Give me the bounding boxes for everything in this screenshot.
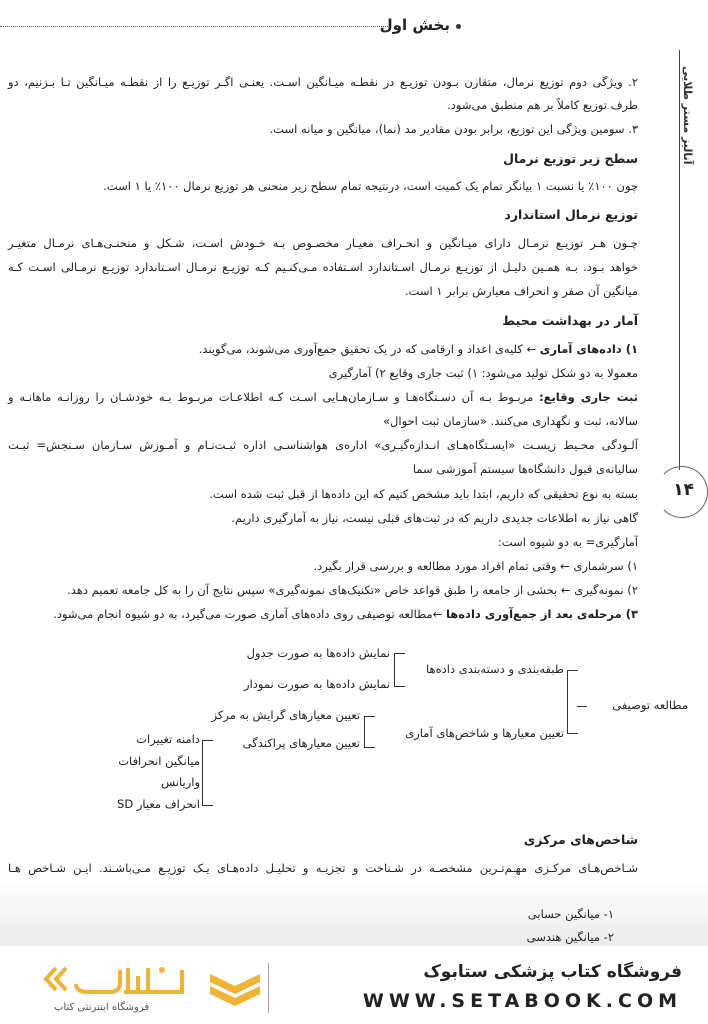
paragraph-line: ۲) نمونه‌گیری ← بخشی از جامعه را طبق قواعد خاص «تکنیک‌های نمونه‌گیری» سپس نتایج آن را به کل جامعه تعمیم دهد. (67, 583, 638, 597)
diagram-connector (577, 706, 587, 707)
diagram-leaf: واریانس (161, 775, 200, 789)
header-rule (0, 26, 390, 27)
diagram-leaf: نمایش داده‌ها به صورت جدول (246, 646, 390, 660)
page-number: ۱۴ (673, 480, 694, 500)
diagram-bracket (202, 740, 213, 806)
paragraph-line: آلـودگی محـیط زیسـت «ایسـتگاه‌هـای انـدازه‌گیـری» اداره‌ی هواشناسـی اداره ثبـت‌نـام و آمـوزش سـازمان سـنجش= ثبـت (8, 438, 638, 452)
header-dot (456, 24, 461, 29)
diagram-leaf: دامنه تغییرات (136, 732, 200, 746)
book-logo-icon (206, 966, 264, 1012)
logo-divider (268, 963, 269, 1013)
paragraph-line: شـاخص‌هـای مرکـزی مهـم‌تـرین مشخصـه در شـناخت و تجزیـه و تحلیـل داده‌هـای یـک توزیـع مـی‌باشـند. ایـن شـاخص هـا (8, 861, 638, 875)
store-name: فروشگاه کتاب پزشکی ستابوک (423, 962, 682, 982)
term: ۳) مرحله‌ی بعد از جمع‌آوری داده‌ها (445, 607, 638, 621)
paragraph-line: ۲. ویژگی دوم توزیع نرمال، متقارن بـودن توزیـع در نقطـه میـانگین اسـت. یعنـی اگـر توزیـع را از نقطـه میـانگین تـا بـزنیم، دو (8, 75, 638, 89)
term: ۱) داده‌های آماری (539, 342, 638, 356)
definition: مربـوط بـه آن دسـتگاه‌هـا و سـازمان‌هـایی اسـت کـه اطلاعـات مربـوط بـه خودشـان را روزانـه ماهانـه و (8, 390, 534, 404)
paragraph-line: معمولا به دو شکل تولید می‌شود: ۱) ثبت جاری وقایع ۲) آمارگیری (328, 366, 638, 380)
setabook-logo-icon (40, 962, 190, 996)
diagram-leaf: نمایش داده‌ها به صورت نمودار (244, 677, 390, 691)
term: ثبت جاری وقایع: (539, 390, 638, 404)
diagram-leaf: میانگین انحرافات (118, 754, 200, 768)
section-heading: توزیع نرمال استاندارد (504, 207, 638, 222)
section-heading: شاخص‌های مرکزی (523, 832, 638, 847)
paragraph-line: خواهد بـود. بـه همـین دلیـل از توزیـع نرمـال اسـتاندارد اسـتفاده مـی‌کنـیم کـه توزیـع نرمـال اسـتاندارد توزیـع نرمـالی اسـت کـه (8, 260, 638, 274)
paragraph-line: میانگین آن صفر و انحراف معیارش برابر ۱ است. (404, 284, 638, 298)
definition: ← کلیه‌ی اعداد و ارقامی که در یک تحقیق جمع‌آوری می‌شوند، می‌گویند. (198, 342, 537, 356)
diagram-leaf: انحراف معیار SD (117, 797, 200, 811)
diagram-bracket (394, 653, 405, 687)
section-heading: آمار در بهداشت محیط (502, 313, 638, 328)
paragraph-line: طرف توزیع کاملاً بر هم منطبق می‌شود. (447, 98, 638, 112)
paragraph-line: سالیانه‌ی قبول دانشگاه‌ها سیستم آموزشی سما (412, 462, 638, 476)
paragraph-line: بسته به نوع تحقیقی که داریم، ابتدا باید مشخص کنیم که این داده‌ها از قبل ثبت شده است. (209, 487, 638, 501)
paragraph-line: ۳. سومین ویژگی این توزیع، برابر بودن مقادیر مد (نما)، میانگین و میانه است. (269, 122, 638, 136)
paragraph-line: سالانه، ثبت و نگهداری می‌کنند. «سازمان ثبت احوال» (382, 414, 638, 428)
logo-tagline: فروشگاه اینترنتی کتاب (54, 1002, 150, 1013)
paragraph-line: چون ۱۰۰٪ یا نسبت ۱ بیانگر تمام یک کمیت است، درنتیجه تمام سطح زیر منحنی هر توزیع نرمال ۱۰۰٪ یا ۱ است. (103, 179, 638, 193)
paragraph-line: ۱) سرشماری ← وقتی تمام افراد مورد مطالعه و بررسی قرار بگیرد. (313, 559, 638, 573)
diagram-branch: تعیین معیارها و شاخص‌های آماری (405, 726, 564, 740)
diagram-leaf: تعیین معیارهای گرایش به مرکز (211, 708, 360, 722)
diagram-root: مطالعه توصیفی (612, 698, 688, 712)
side-label: آنالیز مستر طلایی (681, 66, 694, 165)
list-item: ۱- میانگین حسابی (527, 907, 614, 921)
diagram-branch: طبقه‌بندی و دسته‌بندی داده‌ها (426, 662, 564, 676)
section-heading: سطح زیر توزیع نرمال (503, 151, 638, 166)
list-item: ۲- میانگین هندسی (526, 930, 614, 944)
paragraph-line (8, 389, 638, 406)
paragraph-line: گاهی نیاز به اطلاعات جدیدی داریم که در ثبت‌های قبلی نیست، نیاز به آمارگیری داریم. (231, 511, 638, 525)
paragraph-line (199, 341, 638, 358)
diagram-bracket (567, 670, 578, 734)
paragraph-line (53, 606, 638, 623)
paragraph-line: چـون هـر توزیـع نرمـال دارای میـانگین و انحـراف معیـار مخصـوص بـه خـودش اسـت، شـکل و منحنـی‌هـای نرمـال متغیـر (8, 236, 638, 250)
definition: ←مطالعه توصیفی روی داده‌های آماری صورت می‌گیرد، به دو شیوه انجام می‌شود. (53, 607, 443, 621)
diagram-leaf: تعیین معیارهای پراکندگی (242, 736, 360, 750)
chapter-title: بخش اول (379, 16, 450, 34)
store-url[interactable]: WWW.SETABOOK.COM (362, 990, 682, 1012)
diagram-bracket (364, 716, 375, 748)
paragraph-line: آمارگیری= به دو شیوه است: (497, 535, 638, 549)
